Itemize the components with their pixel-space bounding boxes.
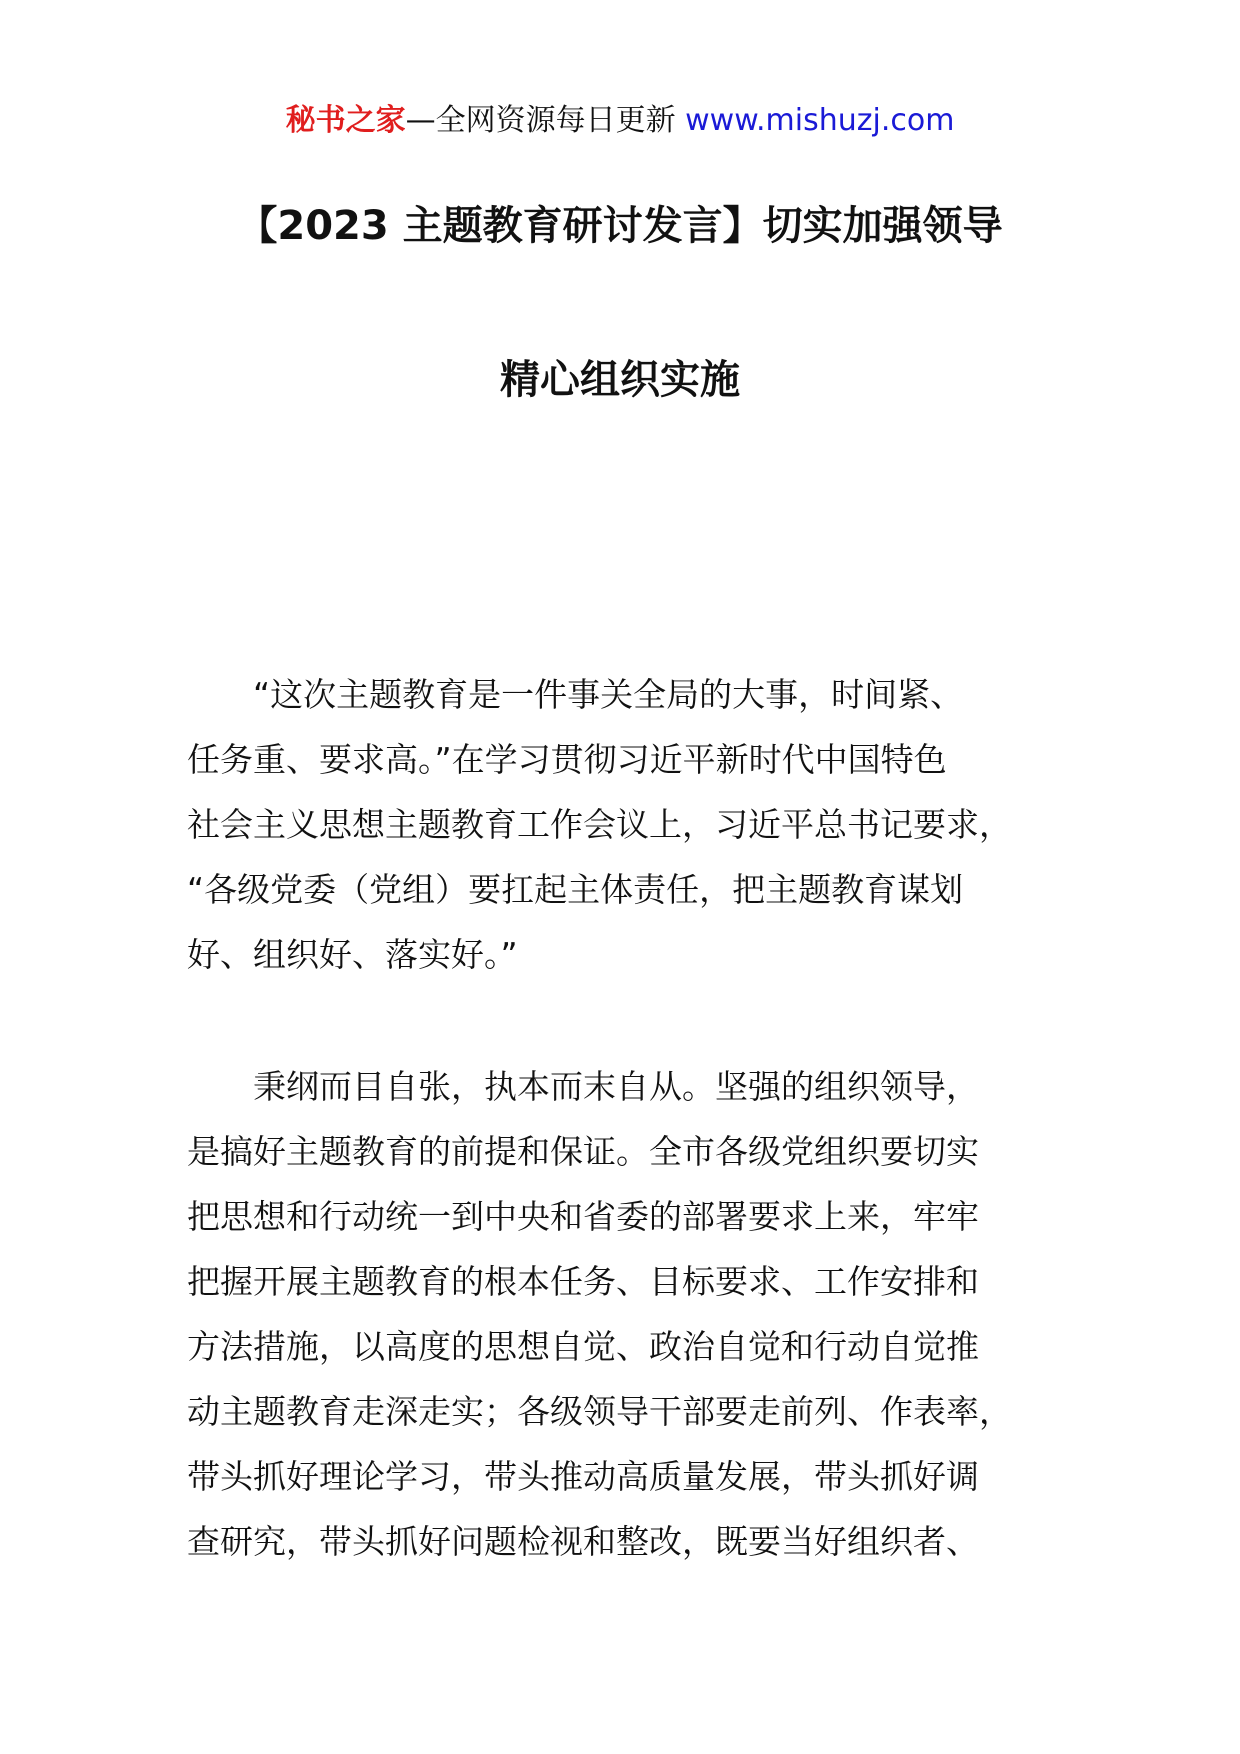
paragraph-line: 带头抓好理论学习，带头推动高质量发展，带头抓好调 (187, 1457, 979, 1496)
paragraph-2 (187, 1054, 1087, 1574)
paragraph-line: 查研究，带头抓好问题检视和整改，既要当好组织者、 (187, 1522, 979, 1561)
document-title-line-1: 【2023 主题教育研讨发言】切实加强领导 (237, 203, 1003, 249)
paragraph-line: 动主题教育走深走实；各级领导干部要走前列、作表率， (187, 1392, 1012, 1431)
paragraph-line: 社会主义思想主题教育工作会议上，习近平总书记要求， (187, 805, 1012, 844)
paragraph-line: 把握开展主题教育的根本任务、目标要求、工作安排和 (187, 1262, 979, 1301)
site-header (0, 98, 1240, 144)
paragraph-line: 秉纲而目自张，执本而末自从。坚强的组织领导， (187, 1067, 979, 1106)
site-url-link[interactable]: www.mishuzj.com (685, 103, 955, 138)
site-brand: 秘书之家 (285, 103, 406, 138)
paragraph-1 (187, 662, 1087, 987)
paragraph-line: 把思想和行动统一到中央和省委的部署要求上来，牢牢 (187, 1197, 979, 1236)
paragraph-line: “各级党委（党组）要扛起主体责任，把主题教育谋划 (187, 870, 964, 909)
paragraph-line: “这次主题教育是一件事关全局的大事，时间紧、 (187, 675, 964, 714)
paragraph-line: 任务重、要求高。”在学习贯彻习近平新时代中国特色 (187, 740, 947, 779)
paragraph-line: 方法措施，以高度的思想自觉、政治自觉和行动自觉推 (187, 1327, 979, 1366)
paragraph-line: 是搞好主题教育的前提和保证。全市各级党组织要切实 (187, 1132, 979, 1171)
document-title-line-2: 精心组织实施 (500, 357, 740, 403)
site-tagline: —全网资源每日更新 (405, 103, 686, 138)
paragraph-line: 好、组织好、落实好。” (187, 935, 518, 974)
